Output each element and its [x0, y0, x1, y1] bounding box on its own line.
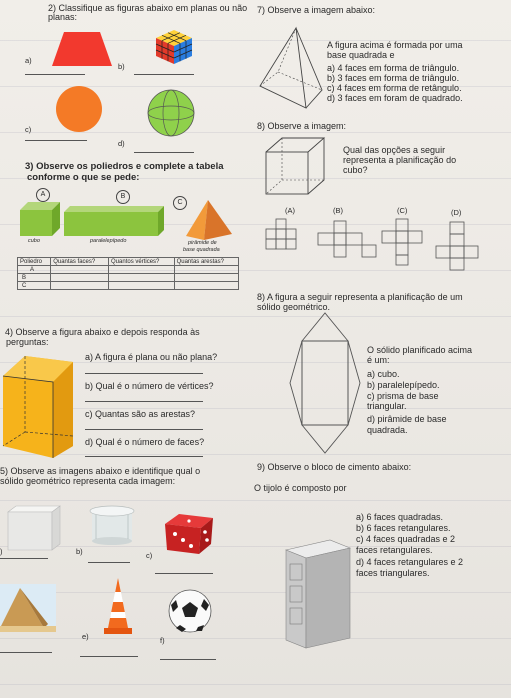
answer-line	[85, 401, 203, 402]
table-header: Quantas arestas?	[174, 258, 238, 266]
q8-question-end: cubo?	[343, 165, 368, 175]
answer-line	[85, 429, 203, 430]
sphere-shape	[148, 90, 194, 136]
trapezoid-shape	[52, 32, 112, 68]
answer-line	[134, 152, 194, 153]
q7-description-cont: base quadrada e	[327, 50, 395, 60]
q5-title-cont: sólido geométrico representa cada imagem:	[0, 476, 176, 486]
solid-letter-c: C	[173, 196, 187, 210]
q4-title-cont: perguntas:	[6, 337, 49, 347]
q5-label-c: c)	[146, 551, 153, 560]
solid-name-pyramid: pirâmide de	[188, 240, 217, 246]
parallelepiped-solid	[64, 206, 164, 236]
traffic-cone-image	[104, 578, 132, 636]
square-pyramid-figure	[258, 28, 324, 110]
q9-option-c: c) 4 faces quadradas e 2	[356, 534, 456, 544]
table-header-row	[18, 258, 239, 266]
q7-description: A figura acima é formada por uma	[327, 40, 463, 50]
solid-name-pyramid-base: base quadrada	[183, 247, 220, 253]
answer-line	[134, 74, 194, 75]
red-dice-image	[165, 514, 213, 554]
q5-title: 5) Observe as imagens abaixo e identifique qual o	[0, 466, 201, 476]
q8-option-label-c: (C)	[397, 206, 408, 215]
answer-line	[25, 140, 87, 141]
answer-line	[25, 74, 85, 75]
answer-line	[80, 656, 138, 657]
net-option-a[interactable]	[266, 219, 306, 259]
q8b-option-d: d) pirâmide de base	[367, 414, 447, 424]
cement-block-figure	[286, 540, 350, 648]
net-option-c[interactable]	[382, 219, 428, 267]
q8b-option-a: a) cubo.	[367, 369, 400, 379]
q5-label-b: b)	[76, 547, 83, 556]
answer-line	[85, 373, 203, 374]
table-cell[interactable]	[109, 274, 175, 282]
table-header: Poliedro	[18, 258, 51, 266]
q2-label-b: b)	[118, 62, 125, 71]
table-cell: B	[18, 274, 51, 282]
q2-label-a: a)	[25, 56, 32, 65]
table-cell[interactable]	[174, 274, 238, 282]
q4-item-b: b) Qual é o número de vértices?	[85, 381, 214, 391]
table-cell: A	[18, 266, 51, 274]
table-row	[18, 266, 239, 274]
answer-line	[0, 558, 48, 559]
pyramid-solid	[186, 200, 232, 240]
q9-option-a: a) 6 faces quadradas.	[356, 512, 444, 522]
answer-line	[85, 456, 203, 457]
q4-item-d: d) Qual é o número de faces?	[85, 437, 205, 447]
box-image	[8, 506, 60, 552]
q9-title: 9) Observe o bloco de cimento abaixo:	[257, 462, 412, 472]
q7-option-d: d) 3 faces em foram de quadrado.	[327, 93, 463, 103]
table-cell[interactable]	[51, 282, 109, 290]
table-header: Quantos vértices?	[109, 258, 175, 266]
table-cell: C	[18, 282, 51, 290]
q8-question-cont: representa a planificação do	[343, 155, 457, 165]
answer-line	[155, 573, 213, 574]
q7-option-a: a) 4 faces em forma de triângulo.	[327, 63, 460, 73]
q8-title: 8) Observe a imagem:	[257, 121, 347, 131]
q4-item-c: c) Quantas são as arestas?	[85, 409, 196, 419]
circle-shape	[56, 86, 102, 132]
table-cell[interactable]	[51, 266, 109, 274]
table-cell[interactable]	[51, 274, 109, 282]
q9-option-d-cont: faces triangulares.	[356, 568, 430, 578]
q8b-option-c-cont: triangular.	[367, 401, 407, 411]
q9-option-d: d) 4 faces retangulares e 2	[356, 557, 464, 567]
q5-label-f: f)	[160, 636, 165, 645]
q4-item-a: a) A figura é plana ou não plana?	[85, 352, 218, 362]
rubik-cube-image	[156, 30, 192, 64]
polyhedra-table	[17, 257, 239, 290]
q9-subtitle: O tijolo é composto por	[254, 483, 347, 493]
q8b-description: O sólido planificado acima	[367, 345, 473, 355]
cube-solid	[20, 202, 60, 236]
table-row	[18, 274, 239, 282]
prism-net-figure	[290, 313, 360, 453]
cube-wireframe-figure	[266, 138, 324, 194]
q8-question: Qual das opções a seguir	[343, 145, 446, 155]
pyramid-photo	[0, 584, 56, 632]
table-cell[interactable]	[174, 282, 238, 290]
q8b-title-cont: sólido geométrico.	[257, 302, 331, 312]
q8b-description-cont: é um:	[367, 355, 390, 365]
q7-title: 7) Observe a imagem abaixo:	[257, 5, 376, 15]
answer-line	[160, 659, 216, 660]
table-header: Quantas faces?	[51, 258, 109, 266]
answer-line	[88, 562, 130, 563]
q9-option-b: b) 6 faces retangulares.	[356, 523, 451, 533]
solid-name-cube: cubo	[28, 238, 40, 244]
q8b-title: 8) A figura a seguir representa a planificação de um	[257, 292, 463, 302]
q3-title: 3) Observe os poliedros e complete a tabela	[25, 161, 224, 172]
q8-option-label-a: (A)	[285, 206, 295, 215]
q2-label-c: c)	[25, 125, 32, 134]
q7-option-c: c) 4 faces em forma de retângulo.	[327, 83, 462, 93]
q7-option-b: b) 3 faces em forma de triângulo.	[327, 73, 460, 83]
solid-name-parallelepiped: paralelepípedo	[90, 238, 127, 244]
q4-title: 4) Observe a figura abaixo e depois responda às	[5, 327, 200, 337]
q8b-option-d-cont: quadrada.	[367, 425, 408, 435]
table-row	[18, 282, 239, 290]
q5-label-e: e)	[82, 632, 89, 641]
prism-figure	[3, 356, 73, 458]
cylinder-container-image	[88, 505, 136, 545]
q9-option-c-cont: faces retangulares.	[356, 545, 433, 555]
table-cell[interactable]	[109, 282, 175, 290]
q5-label-a: )	[0, 547, 3, 556]
solid-letter-b: B	[116, 190, 130, 204]
q2-title: 2) Classifique as figuras abaixo em planas ou não	[48, 3, 248, 13]
soccer-ball-image	[168, 589, 212, 633]
q3-title-cont: conforme o que se pede:	[27, 172, 140, 183]
q8b-option-c: c) prisma de base	[367, 391, 439, 401]
q8-option-label-d: (D)	[451, 208, 462, 217]
q2-title-cont: planas:	[48, 12, 78, 22]
q8b-option-b: b) paralelepípedo.	[367, 380, 440, 390]
q8-option-label-b: (B)	[333, 206, 343, 215]
table-cell[interactable]	[174, 266, 238, 274]
table-cell[interactable]	[109, 266, 175, 274]
net-option-b[interactable]	[318, 221, 378, 265]
q2-label-d: d)	[118, 139, 125, 148]
solid-letter-a: A	[36, 188, 50, 202]
answer-line	[0, 652, 52, 653]
net-option-d[interactable]	[436, 222, 482, 280]
